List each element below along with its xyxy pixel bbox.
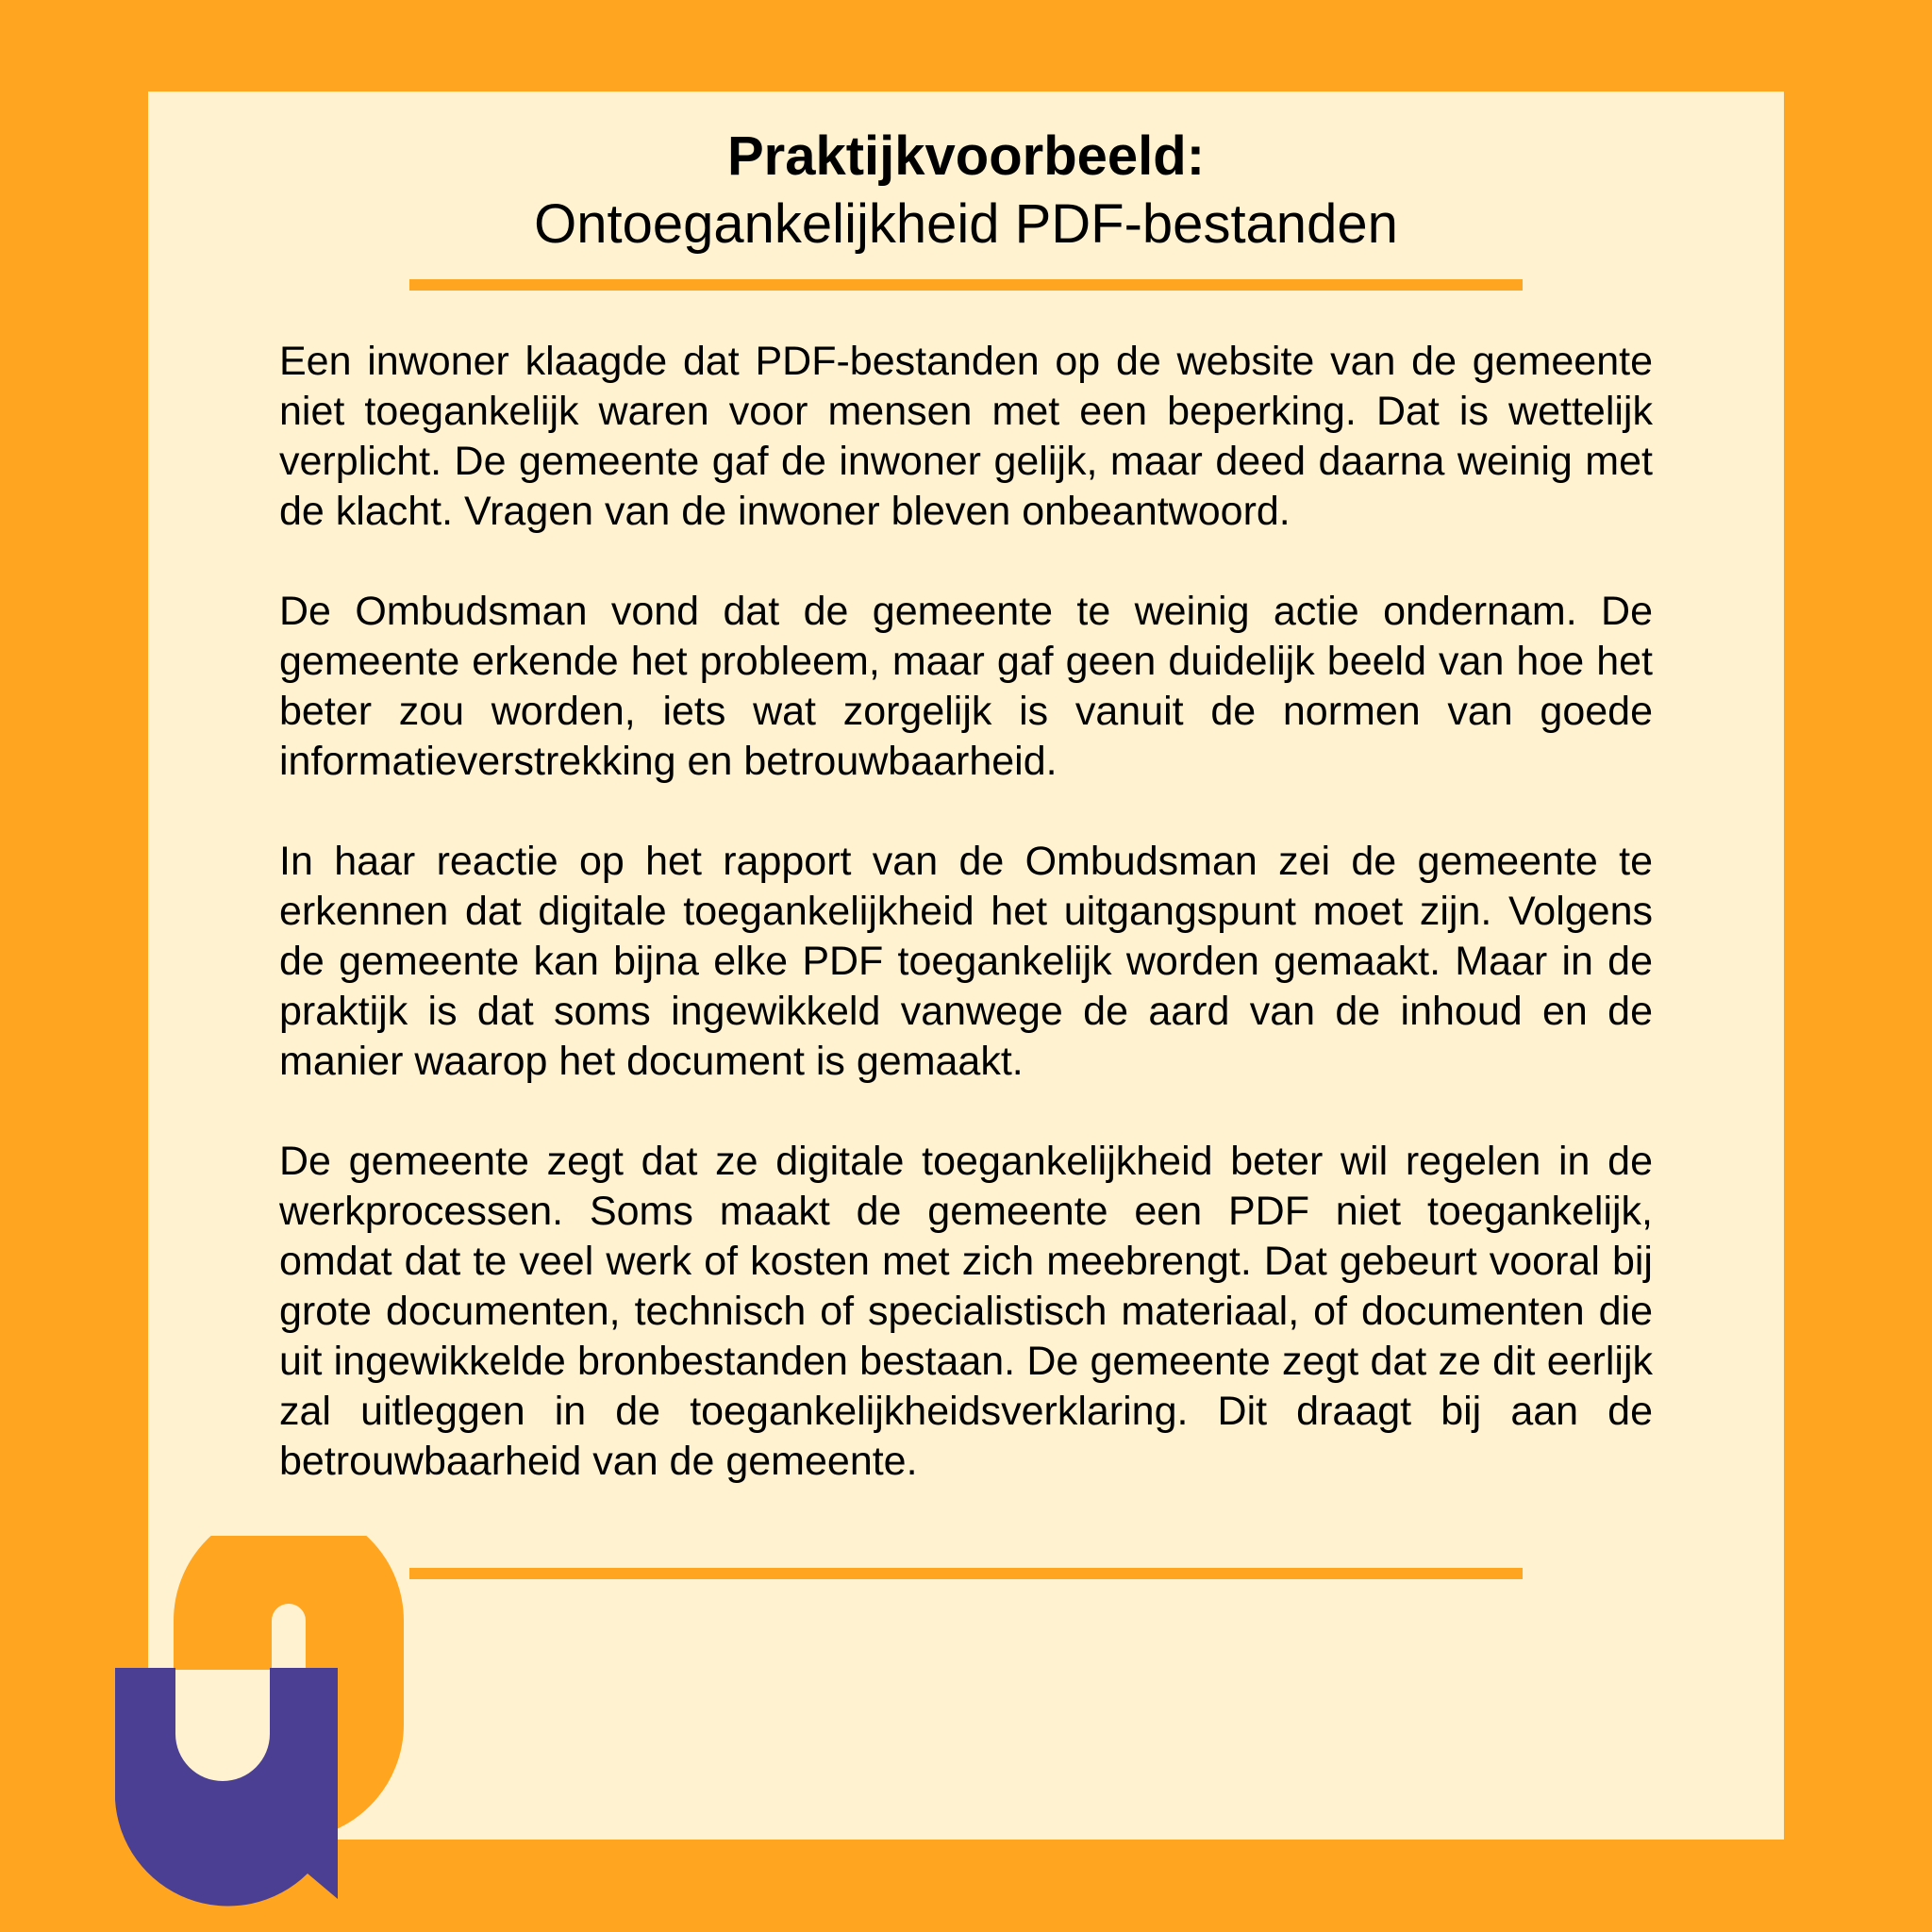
ombudsman-logo-icon — [111, 1536, 404, 1913]
title-heading: Praktijkvoorbeeld: — [726, 125, 1206, 187]
paragraph-2: De Ombudsman vond dat de gemeente te weinig actie ondernam. De gemeente erkende het probleem, maar gaf geen duidelijk beeld van hoe het beter zou worden, iets wat zorgelijk is vanuit de normen van goede informatieverstrekking en betrouwbaarheid. — [279, 589, 1653, 784]
page-title — [148, 123, 1784, 258]
paragraph-1: Een inwoner klaagde dat PDF-bestanden op de website van de gemeente niet toegankelijk waren voor mensen met een beperking. Dat is wettelijk verplicht. De gemeente gaf de inwoner gelijk, maar deed daarna weinig met de klacht. Vragen van de inwoner bleven onbeantwoord. — [279, 339, 1653, 534]
paragraph-4: De gemeente zegt dat ze digitale toegankelijkheid beter wil regelen in de werkprocessen. Soms maakt de gemeente een PDF niet toegankelijk, omdat dat te veel werk of kosten met zich meebrengt. Dat gebeurt vooral bij grote documenten, technisch of specialistisch materiaal, of documenten die uit ingewikkelde bronbestanden bestaan. De gemeente zegt dat ze dit eerlijk zal uitleggen in de toegankelijkheidsverklaring. Dit draagt bij aan de betrouwbaarheid van de gemeente. — [279, 1139, 1653, 1484]
paragraph-3: In haar reactie op het rapport van de Ombudsman zei de gemeente te erkennen dat digitale toegankelijkheid het uitgangspunt moet zijn. Volgens de gemeente kan bijna elke PDF toegankelijk worden gemaakt. Maar in de praktijk is dat soms ingewikkeld vanwege de aard van de inhoud en de manier waarop het document is gemaakt. — [279, 839, 1653, 1084]
bottom-divider — [409, 1568, 1523, 1579]
article-body — [279, 337, 1653, 1487]
title-subheading: Ontoegankelijkheid PDF-bestanden — [534, 193, 1398, 255]
top-divider — [409, 279, 1523, 291]
